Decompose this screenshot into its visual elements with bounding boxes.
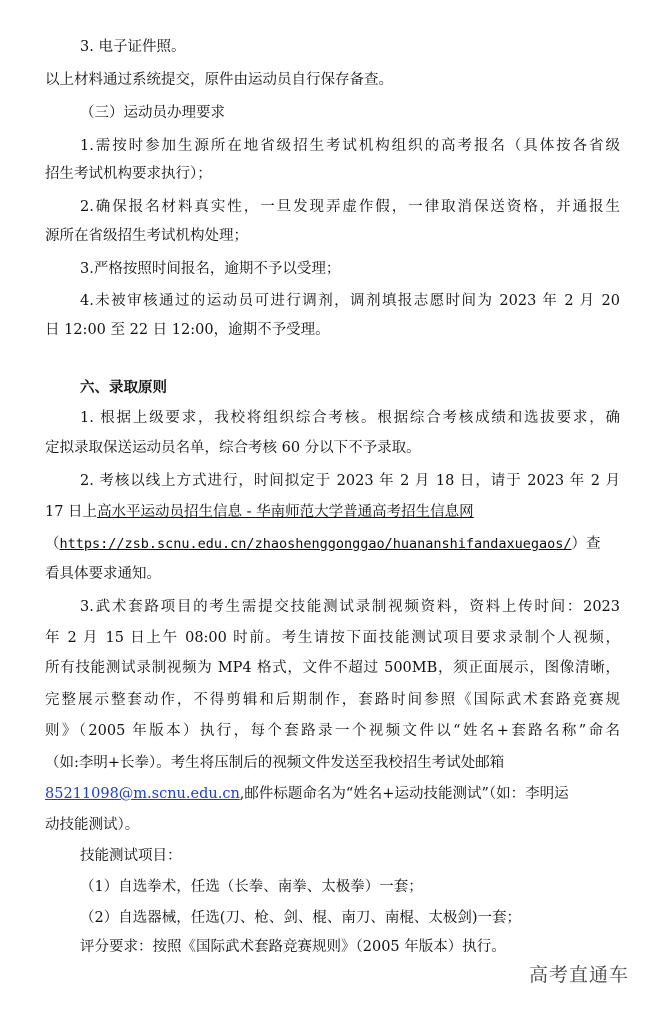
paragraph: 1.需按时参加生源所在地省级招生考试机构组织的高考报名（具体按各省级 (80, 138, 620, 154)
text: 17 日上 (45, 504, 98, 520)
website-link[interactable]: 高水平运动员招生信息 - 华南师范大学普通高考招生信息网 (97, 504, 474, 520)
paragraph: 定拟录取保送运动员名单，综合考核 60 分以下不予录取。 (45, 440, 421, 456)
text: （ (45, 536, 60, 552)
paragraph (45, 502, 474, 522)
sub-heading: （三）运动员办理要求 (80, 105, 225, 121)
sub-heading: 技能测试项目： (80, 848, 182, 864)
url-link[interactable]: https://zsb.scnu.edu.cn/zhaoshenggonggao/huananshifandaxuegaos/ (59, 536, 572, 552)
paragraph: 2.确保报名材料真实性，一旦发现弄虚作假，一律取消保送资格，并通报生 (80, 199, 620, 215)
text: ,邮件标题命名为“姓名+运动技能测试”（如：李明运 (239, 786, 569, 802)
watermark: 高考直通车 (529, 964, 630, 986)
paragraph: 3.武术套路项目的考生需提交技能测试录制视频资料，资料上传时间：2023 (80, 599, 620, 615)
paragraph: 3.严格按照时间报名，逾期不予以受理； (80, 261, 341, 277)
paragraph: 2. 考核以线上方式进行，时间拟定于 2023 年 2 月 18 日，请于 2023 年 2 月 (80, 473, 620, 489)
paragraph: 看具体要求通知。 (45, 566, 161, 582)
paragraph: 4.未被审核通过的运动员可进行调剂，调剂填报志愿时间为 2023 年 2 月 20 (80, 293, 620, 309)
paragraph: 1. 根据上级要求，我校将组织综合考核。根据综合考核成绩和选拔要求，确 (80, 410, 620, 426)
paragraph: （如:李明+长拳）。考生将压制后的视频文件发送至我校招生考试处邮箱 (45, 755, 505, 771)
list-item: （1）自选拳术，任选（长拳、南拳、太极拳）一套； (80, 879, 423, 895)
list-item: （2）自选器械，任选(刀、枪、剑、棍、南刀、南棍、太极剑)一套； (80, 910, 522, 926)
paragraph: 源所在省级招生考试机构处理； (45, 228, 248, 244)
paragraph: 日 12:00 至 22 日 12:00，逾期不予受理。 (45, 322, 330, 338)
paragraph (45, 784, 569, 804)
email-link[interactable]: 85211098@m.scnu.edu.cn (45, 786, 240, 802)
paragraph: 以上材料通过系统提交，原件由运动员自行保存备查。 (45, 72, 393, 88)
text: ）查 (571, 536, 601, 552)
paragraph: 则》（2005 年版本）执行，每个套路录一个视频文件以“姓名+套路名称”命名 (45, 723, 620, 739)
paragraph: 动技能测试）。 (45, 817, 140, 833)
paragraph: 招生考试机构要求执行）； (45, 166, 212, 182)
section-heading: 六、录取原则 (80, 379, 167, 396)
paragraph (45, 534, 601, 554)
paragraph: 评分要求：按照《国际武术套路竞赛规则》（2005 年版本）执行。 (80, 939, 506, 955)
paragraph: 完整展示整套动作，不得剪辑和后期制作，套路时间参照《国际武术套路竞赛规 (45, 692, 620, 708)
list-item: 3. 电子证件照。 (80, 39, 186, 55)
paragraph: 年 2 月 15 日上午 08:00 时前。考生请按下面技能测试项目要求录制个人视频， (45, 630, 620, 646)
paragraph: 所有技能测试录制视频为 MP4 格式，文件不超过 500MB，须正面展示，图像清晰， (45, 660, 620, 676)
